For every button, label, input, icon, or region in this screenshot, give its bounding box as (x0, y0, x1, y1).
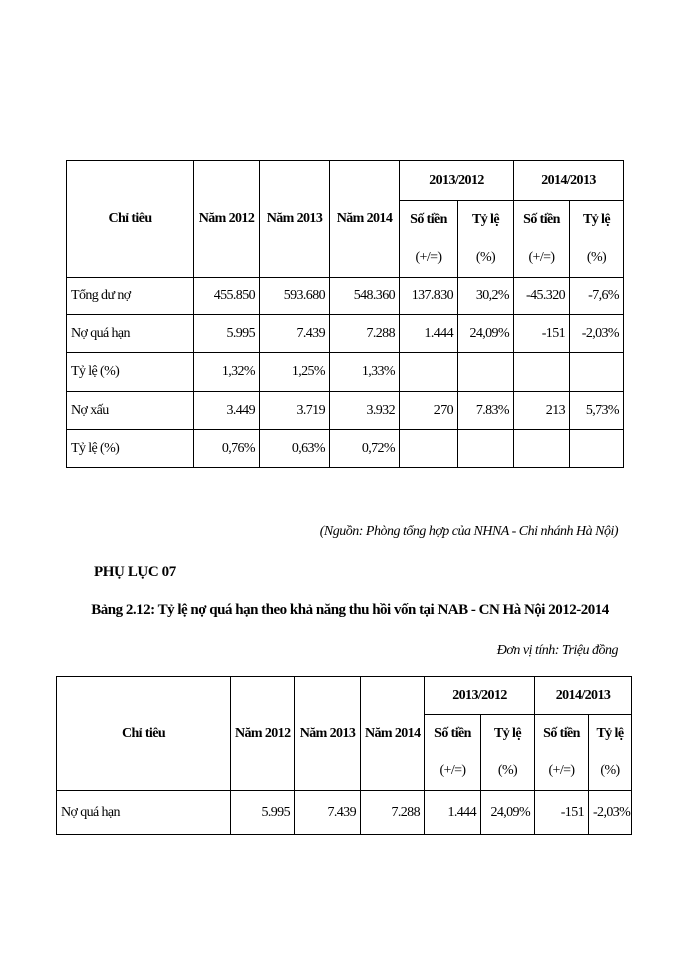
header-rate-unit: (%) (458, 239, 514, 278)
header-year-2014: Năm 2014 (330, 161, 400, 278)
cell-2013: 593.680 (260, 278, 330, 315)
cell-rate-2013-2012 (458, 353, 514, 392)
header-rate-unit: (%) (589, 753, 632, 791)
cell-2012: 5.995 (194, 315, 260, 353)
header-year-2014: Năm 2014 (361, 677, 425, 791)
cell-2012: 5.995 (231, 791, 295, 835)
header-amount-unit: (+/=) (425, 753, 481, 791)
cell-2013: 3.719 (260, 392, 330, 430)
header-rate-label: Tỷ lệ (481, 715, 535, 753)
cell-amount-2014-2013: 213 (514, 392, 570, 430)
source-note: (Nguồn: Phòng tổng hợp của NHNA - Chi nhánh Hà Nội) (319, 524, 618, 539)
cell-amount-2013-2012: 270 (400, 392, 458, 430)
table-row (57, 791, 632, 835)
cell-2014: 7.288 (330, 315, 400, 353)
header-rate-unit: (%) (570, 239, 624, 278)
cell-2013: 0,63% (260, 430, 330, 468)
cell-rate-2014-2013 (570, 430, 624, 468)
header-amount-label: Số tiền (535, 715, 589, 753)
cell-2012: 455.850 (194, 278, 260, 315)
cell-rate-2013-2012: 30,2% (458, 278, 514, 315)
cell-rate-2013-2012: 24,09% (481, 791, 535, 835)
header-rate-label: Tỷ lệ (589, 715, 632, 753)
table-row (67, 315, 624, 353)
table-row (67, 278, 624, 315)
cell-2012: 1,32% (194, 353, 260, 392)
header-amount-unit: (+/=) (514, 239, 570, 278)
header-amount-label: Số tiền (400, 201, 458, 239)
cell-2014: 0,72% (330, 430, 400, 468)
cell-2013: 7.439 (295, 791, 361, 835)
header-year-2012: Năm 2012 (194, 161, 260, 278)
table-row (67, 392, 624, 430)
header-amount-label: Số tiền (514, 201, 570, 239)
cell-amount-2013-2012 (400, 353, 458, 392)
header-indicator: Chỉ tiêu (67, 161, 194, 278)
cell-2014: 548.360 (330, 278, 400, 315)
cell-rate-2013-2012 (458, 430, 514, 468)
header-indicator: Chỉ tiêu (57, 677, 231, 791)
table-title: Bảng 2.12: Tỷ lệ nợ quá hạn theo khả năng thu hồi vốn tại NAB - CN Hà Nội 2012-2014 (91, 602, 609, 618)
cell-2012: 0,76% (194, 430, 260, 468)
appendix-label: PHỤ LỤC 07 (94, 564, 176, 580)
cell-rate-2014-2013: -7,6% (570, 278, 624, 315)
cell-rate-2014-2013: -2,03% (589, 791, 632, 835)
cell-rate-2013-2012: 24,09% (458, 315, 514, 353)
cell-2013: 1,25% (260, 353, 330, 392)
cell-rate-2014-2013: 5,73% (570, 392, 624, 430)
header-rate-label: Tỷ lệ (570, 201, 624, 239)
cell-rate-2014-2013: -2,03% (570, 315, 624, 353)
cell-2013: 7.439 (260, 315, 330, 353)
cell-amount-2014-2013: -151 (514, 315, 570, 353)
cell-amount-2013-2012: 1.444 (400, 315, 458, 353)
cell-amount-2014-2013 (514, 430, 570, 468)
cell-rate-2014-2013 (570, 353, 624, 392)
header-amount-unit: (+/=) (400, 239, 458, 278)
table-row (67, 430, 624, 468)
table-row (67, 353, 624, 392)
header-year-2013: Năm 2013 (260, 161, 330, 278)
header-year-2013: Năm 2013 (295, 677, 361, 791)
header-amount-label: Số tiền (425, 715, 481, 753)
cell-amount-2013-2012: 1.444 (425, 791, 481, 835)
row-label: Tổng dư nợ (67, 278, 194, 315)
cell-amount-2014-2013: -151 (535, 791, 589, 835)
cell-2012: 3.449 (194, 392, 260, 430)
row-label: Tỷ lệ (%) (67, 353, 194, 392)
header-period-2014-2013: 2014/2013 (514, 161, 624, 201)
header-amount-unit: (+/=) (535, 753, 589, 791)
unit-note: Đơn vị tính: Triệu đồng (496, 643, 618, 658)
header-period-2013-2012: 2013/2012 (425, 677, 535, 715)
cell-amount-2014-2013 (514, 353, 570, 392)
header-rate-unit: (%) (481, 753, 535, 791)
header-rate-label: Tỷ lệ (458, 201, 514, 239)
cell-amount-2014-2013: -45.320 (514, 278, 570, 315)
row-label: Nợ xấu (67, 392, 194, 430)
overdue-loan-table (56, 676, 632, 835)
cell-2014: 3.932 (330, 392, 400, 430)
header-period-2013-2012: 2013/2012 (400, 161, 514, 201)
row-label: Nợ quá hạn (57, 791, 231, 835)
loan-summary-table (66, 160, 624, 468)
cell-amount-2013-2012 (400, 430, 458, 468)
cell-2014: 1,33% (330, 353, 400, 392)
header-year-2012: Năm 2012 (231, 677, 295, 791)
cell-rate-2013-2012: 7.83% (458, 392, 514, 430)
header-period-2014-2013: 2014/2013 (535, 677, 632, 715)
cell-2014: 7.288 (361, 791, 425, 835)
row-label: Nợ quá hạn (67, 315, 194, 353)
cell-amount-2013-2012: 137.830 (400, 278, 458, 315)
row-label: Tỷ lệ (%) (67, 430, 194, 468)
